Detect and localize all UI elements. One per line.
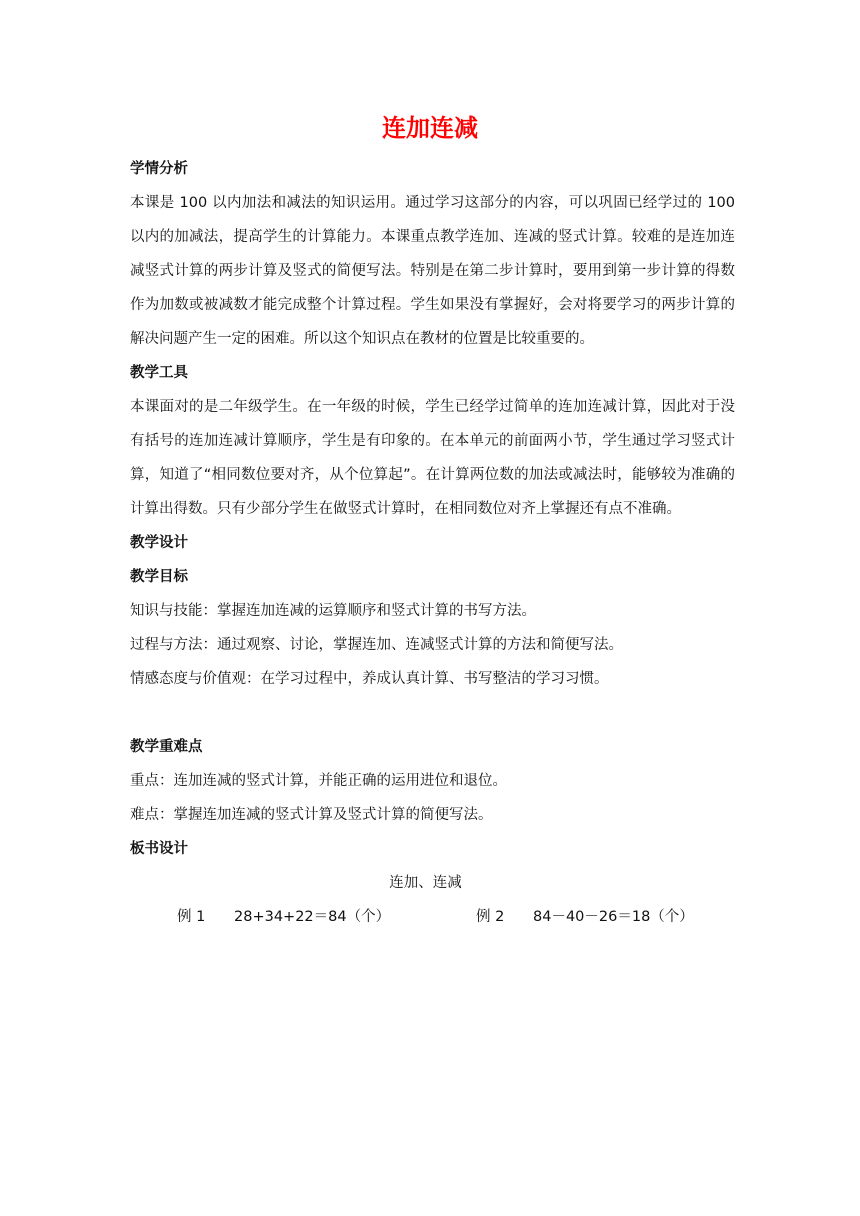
- board-examples-row: [130, 900, 735, 934]
- section-heading-keypoints: 教学重难点: [130, 739, 203, 755]
- section-heading-goals: 教学目标: [130, 569, 188, 585]
- example2-label: 例 2: [476, 909, 505, 925]
- example1-expression: 28+34+22＝84（个）: [234, 909, 391, 925]
- example1-label: 例 1: [177, 909, 206, 925]
- keypoint-item: 难点：掌握连加连减的竖式计算及竖式计算的简便写法。: [130, 807, 493, 823]
- document-body: [130, 152, 735, 934]
- section-heading-tools: 教学工具: [130, 365, 188, 381]
- goal-item: 过程与方法：通过观察、讨论，掌握连加、连减竖式计算的方法和简便写法。: [130, 637, 623, 653]
- document-title: 连加连减: [382, 114, 478, 142]
- blank-line: [130, 696, 735, 730]
- analysis-paragraph: 本课是 100 以内加法和减法的知识运用。通过学习这部分的内容，可以巩固已经学过的 100 以内的加减法，提高学生的计算能力。本课重点教学连加、连减的竖式计算。较难的是连加连减竖式计算的两步计算及竖式的简便写法。特别是在第二步计算时，要用到第一步计算的得数作为加数或被减数才能完成整个计算过程。学生如果没有掌握好，会对将要学习的两步计算的解决问题产生一定的困难。所以这个知识点在教材的位置是比较重要的。: [130, 195, 735, 347]
- tools-paragraph: 本课面对的是二年级学生。在一年级的时候，学生已经学过简单的连加连减计算，因此对于没有括号的连加连减计算顺序，学生是有印象的。在本单元的前面两小节，学生通过学习竖式计算，知道了“相同数位要对齐，从个位算起”。在计算两位数的加法或减法时，能够较为准确的计算出得数。只有少部分学生在做竖式计算时，在相同数位对齐上掌握还有点不准确。: [130, 399, 735, 517]
- goal-item: 情感态度与价值观：在学习过程中，养成认真计算、书写整洁的学习习惯。: [130, 671, 609, 687]
- section-heading-design: 教学设计: [130, 535, 188, 551]
- section-heading-board: 板书设计: [130, 841, 188, 857]
- example2-expression: 84－40－26＝18（个）: [533, 909, 694, 925]
- board-title: 连加、连减: [389, 875, 462, 891]
- section-heading-analysis: 学情分析: [130, 161, 188, 177]
- keypoint-item: 重点：连加连减的竖式计算，并能正确的运用进位和退位。: [130, 773, 507, 789]
- goal-item: 知识与技能：掌握连加连减的运算顺序和竖式计算的书写方法。: [130, 603, 536, 619]
